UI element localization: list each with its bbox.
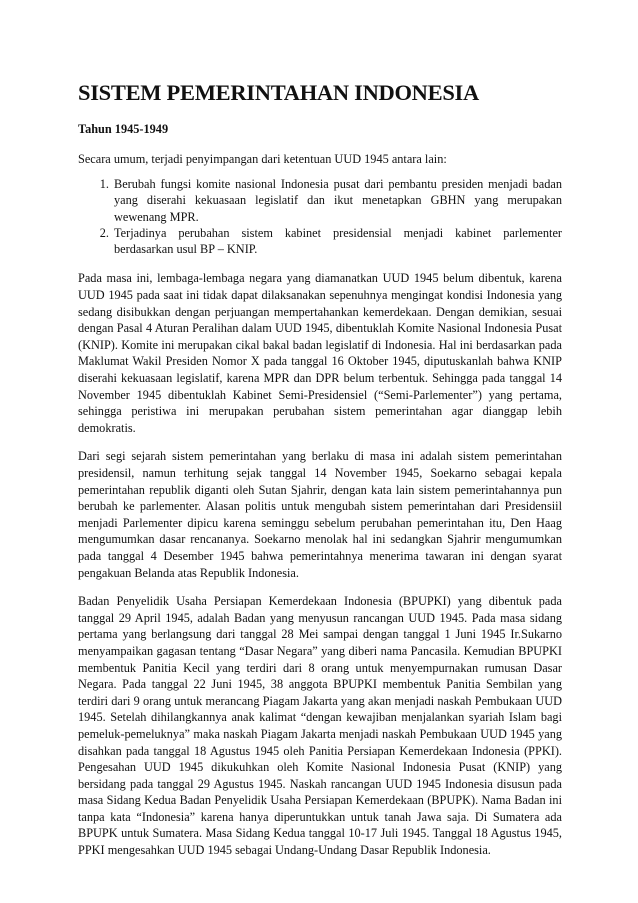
list-item: 1. Berubah fungsi komite nasional Indonesia pusat dari pembantu presiden menjadi badan yang diserahi kekuasaan legislatif dan ikut menetapkan GBHN yang merupakan wewenang MPR. bbox=[112, 176, 562, 225]
deviation-list bbox=[78, 176, 562, 257]
paragraph: Pada masa ini, lembaga-lembaga negara yang diamanatkan UUD 1945 belum dibentuk, karena UUD 1945 pada saat ini tidak dapat dilaksanakan sepenuhnya mengingat kondisi Indonesia yang sedang disibukkan dengan perjuangan mempertahankan kemerdekaan. Dengan demikian, sesuai dengan Pasal 4 Aturan Peralihan dalam UUD 1945, dibentuklah Komite Nasional Indonesia Pusat (KNIP). Komite ini merupakan cikal bakal badan legislatif di Indonesia. Hal ini berdasarkan pada Maklumat Wakil Presiden Nomor X pada tanggal 16 Oktober 1945, diputuskanlah bahwa KNIP diserahi kekuasaan legislatif, karena MPR dan DPR belum terbentuk. Sehingga pada tanggal 14 November 1945 dibentuklah Kabinet Semi-Presidensiel (“Semi-Parlementer”) yang pertama, sehingga peristiwa ini merupakan perubahan sistem pemerintahan agar dianggap lebih demokratis. bbox=[78, 271, 562, 435]
list-item: 2. Terjadinya perubahan sistem kabinet presidensial menjadi kabinet parlementer berdasarkan usul BP – KNIP. bbox=[112, 225, 562, 258]
intro-text: Secara umum, terjadi penyimpangan dari ketentuan UUD 1945 antara lain: bbox=[78, 152, 447, 166]
document-page bbox=[78, 80, 562, 859]
section-subtitle: Tahun 1945-1949 bbox=[78, 122, 169, 136]
paragraph: Dari segi sejarah sistem pemerintahan yang berlaku di masa ini adalah sistem pemerintahan presidensil, namun terhitung sejak tanggal 14 November 1945, Soekarno sebagai kepala pemerintahan republik diganti oleh Sutan Sjahrir, dengan kata lain sistem pemerintahannya pun berubah ke parlementer. Alasan politis untuk mengubah sistem pemerintahan dari Presidensiil menjadi Parlementer dipicu karena seminggu sebelum perubahan pemerintahan itu, Den Haag mengumumkan dasar rencananya. Soekarno menolak hal ini sedangkan Sjahrir mengumumkan pada tanggal 4 Desember 1945 bahwa pemerintahnya menerima tawaran ini dengan syarat pengakuan Belanda atas Republik Indonesia. bbox=[78, 449, 562, 580]
document-title: SISTEM PEMERINTAHAN INDONESIA bbox=[78, 80, 479, 105]
paragraph: Badan Penyelidik Usaha Persiapan Kemerdekaan Indonesia (BPUPKI) yang dibentuk pada tanggal 29 April 1945, adalah Badan yang menyusun rancangan UUD 1945. Pada masa sidang pertama yang berlangsung dari tanggal 28 Mei sampai dengan tanggal 1 Juni 1945 Ir.Sukarno menyampaikan gagasan tentang “Dasar Negara” yang diberi nama Pancasila. Kemudian BPUPKI membentuk Panitia Kecil yang terdiri dari 8 orang untuk menyempurnakan rumusan Dasar Negara. Pada tanggal 22 Juni 1945, 38 anggota BPUPKI membentuk Panitia Sembilan yang terdiri dari 9 orang untuk merancang Piagam Jakarta yang akan menjadi naskah Pembukaan UUD 1945. Setelah dihilangkannya anak kalimat “dengan kewajiban menjalankan syariah Islam bagi pemeluk-pemeluknya” maka naskah Piagam Jakarta menjadi naskah Pembukaan UUD 1945 yang disahkan pada tanggal 18 Agustus 1945 oleh Panitia Persiapan Kemerdekaan Indonesia (PPKI). Pengesahan UUD 1945 dikukuhkan oleh Komite Nasional Indonesia Pusat (KNIP) yang bersidang pada tanggal 29 Agustus 1945. Naskah rancangan UUD 1945 Indonesia disusun pada masa Sidang Kedua Badan Penyelidik Usaha Persiapan Kemerdekaan (BPUPK). Nama Badan ini tanpa kata “Indonesia” karena hanya diperuntukkan untuk tanah Jawa saja. Di Sumatera ada BPUPK untuk Sumatera. Masa Sidang Kedua tanggal 10-17 Juli 1945. Tanggal 18 Agustus 1945, PPKI mengesahkan UUD 1945 sebagai Undang-Undang Dasar Republik Indonesia. bbox=[78, 594, 562, 858]
